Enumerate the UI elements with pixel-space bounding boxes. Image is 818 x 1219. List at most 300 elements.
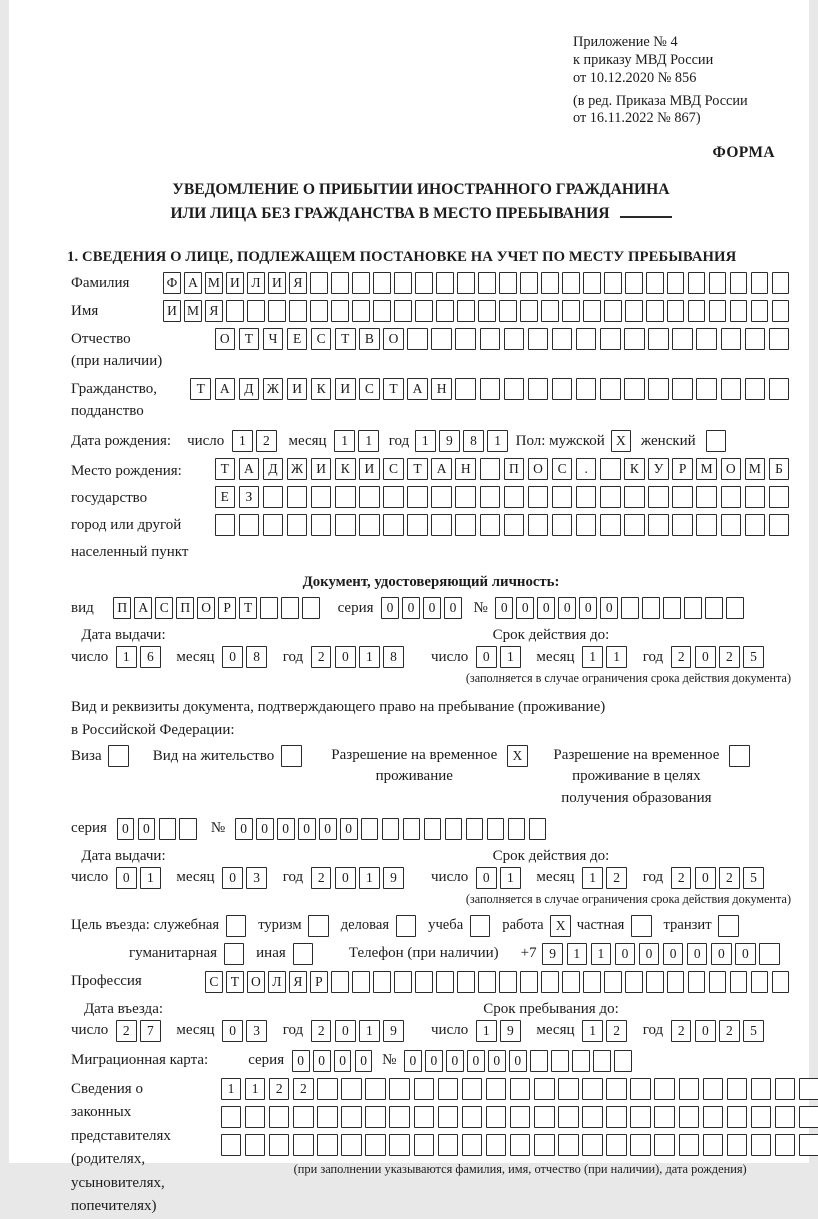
profession-cell[interactable]: Л	[268, 971, 286, 993]
representative-cell[interactable]	[534, 1106, 555, 1128]
doc-series-cell[interactable]: 0	[444, 597, 462, 619]
representative-cell[interactable]: 2	[293, 1078, 314, 1100]
doc-number-cell[interactable]: 0	[495, 597, 513, 619]
firstname-cell[interactable]	[373, 300, 391, 322]
firstname-cell[interactable]	[709, 300, 727, 322]
birth-month-cell[interactable]: 1	[358, 430, 379, 452]
patronymic-cell[interactable]: О	[383, 328, 404, 350]
birthplace-cell[interactable]	[552, 514, 573, 536]
profession-cell[interactable]	[457, 971, 475, 993]
residence-valid-day-cell[interactable]: 1	[500, 867, 521, 889]
residence-series-cell[interactable]: 0	[117, 818, 135, 840]
entry-year-cell[interactable]: 0	[335, 1020, 356, 1042]
birthplace-cell[interactable]	[287, 486, 308, 508]
doc-number-cell[interactable]: 0	[537, 597, 555, 619]
valid-day-cell[interactable]: 0	[476, 646, 497, 668]
birthplace-cell[interactable]	[431, 486, 452, 508]
birth-year-cell[interactable]: 1	[415, 430, 436, 452]
residence-issue-day-cell[interactable]: 1	[140, 867, 161, 889]
residence-series-cell[interactable]	[179, 818, 197, 840]
birth-year-cell[interactable]: 8	[463, 430, 484, 452]
residence-issue-month-cell[interactable]: 3	[246, 867, 267, 889]
profession-cell[interactable]: Р	[310, 971, 328, 993]
birthplace-cell[interactable]	[431, 514, 452, 536]
patronymic-cell[interactable]: Т	[335, 328, 356, 350]
birthplace-cell[interactable]	[648, 514, 669, 536]
citizenship-cell[interactable]	[624, 378, 645, 400]
purpose-transit-cell[interactable]	[718, 915, 739, 937]
birthplace-cell[interactable]	[745, 514, 766, 536]
birth-day-cell[interactable]: 2	[256, 430, 277, 452]
firstname-cell[interactable]	[562, 300, 580, 322]
issue-month-cell[interactable]: 0	[222, 646, 243, 668]
representative-cell[interactable]	[438, 1078, 459, 1100]
representative-cell[interactable]	[462, 1134, 483, 1156]
birthplace-cell[interactable]	[455, 514, 476, 536]
migration-number-cell[interactable]: 0	[467, 1050, 485, 1072]
birthplace-cell[interactable]: Р	[672, 458, 693, 480]
surname-cell[interactable]: И	[226, 272, 244, 294]
sex-female-cell[interactable]	[706, 430, 727, 452]
representative-cell[interactable]	[582, 1106, 603, 1128]
birthplace-cell[interactable]	[311, 514, 332, 536]
patronymic-cell[interactable]	[600, 328, 621, 350]
birthplace-cell[interactable]: И	[311, 458, 332, 480]
surname-cell[interactable]: М	[205, 272, 223, 294]
residence-valid-year-cell[interactable]: 5	[743, 867, 764, 889]
birthplace-cell[interactable]: Т	[407, 458, 428, 480]
representative-cell[interactable]: 1	[221, 1078, 242, 1100]
representative-cell[interactable]	[269, 1134, 290, 1156]
surname-cell[interactable]	[457, 272, 475, 294]
birthplace-cell[interactable]	[721, 514, 742, 536]
representative-cell[interactable]	[751, 1106, 772, 1128]
profession-cell[interactable]	[520, 971, 538, 993]
profession-cell[interactable]	[667, 971, 685, 993]
residence-number-cell[interactable]: 0	[298, 818, 316, 840]
birthplace-cell[interactable]	[359, 486, 380, 508]
representative-cell[interactable]	[510, 1106, 531, 1128]
patronymic-cell[interactable]: Т	[239, 328, 260, 350]
firstname-cell[interactable]	[751, 300, 769, 322]
birthplace-cell[interactable]	[696, 514, 717, 536]
valid-year-cell[interactable]: 5	[743, 646, 764, 668]
phone-cell[interactable]: 0	[687, 943, 708, 965]
profession-cell[interactable]: О	[247, 971, 265, 993]
purpose-tourism-cell[interactable]	[308, 915, 329, 937]
residence-issue-year-cell[interactable]: 2	[311, 867, 332, 889]
firstname-cell[interactable]	[730, 300, 748, 322]
representative-cell[interactable]	[606, 1134, 627, 1156]
representative-cell[interactable]	[630, 1134, 651, 1156]
firstname-cell[interactable]	[310, 300, 328, 322]
firstname-cell[interactable]	[268, 300, 286, 322]
surname-cell[interactable]	[499, 272, 517, 294]
birthplace-cell[interactable]: У	[648, 458, 669, 480]
representative-cell[interactable]	[703, 1106, 724, 1128]
citizenship-cell[interactable]: А	[407, 378, 428, 400]
surname-cell[interactable]	[373, 272, 391, 294]
purpose-humanitarian-cell[interactable]	[224, 943, 245, 965]
migration-number-cell[interactable]	[530, 1050, 548, 1072]
patronymic-cell[interactable]	[696, 328, 717, 350]
residence-issue-day-cell[interactable]: 0	[116, 867, 137, 889]
birthplace-cell[interactable]	[407, 486, 428, 508]
representative-cell[interactable]	[775, 1078, 796, 1100]
surname-cell[interactable]: Ф	[163, 272, 181, 294]
profession-cell[interactable]	[478, 971, 496, 993]
birth-month-cell[interactable]: 1	[334, 430, 355, 452]
firstname-cell[interactable]	[541, 300, 559, 322]
representative-cell[interactable]	[221, 1134, 242, 1156]
representative-cell[interactable]	[438, 1106, 459, 1128]
representative-cell[interactable]	[245, 1106, 266, 1128]
citizenship-cell[interactable]: Т	[383, 378, 404, 400]
citizenship-cell[interactable]	[745, 378, 766, 400]
citizenship-cell[interactable]	[721, 378, 742, 400]
representative-cell[interactable]	[558, 1106, 579, 1128]
birthplace-cell[interactable]	[696, 486, 717, 508]
migration-number-cell[interactable]	[593, 1050, 611, 1072]
migration-series-cell[interactable]: 0	[313, 1050, 331, 1072]
birthplace-cell[interactable]	[311, 486, 332, 508]
representative-cell[interactable]	[630, 1106, 651, 1128]
patronymic-cell[interactable]	[721, 328, 742, 350]
citizenship-cell[interactable]	[455, 378, 476, 400]
issue-year-cell[interactable]: 0	[335, 646, 356, 668]
valid-year-cell[interactable]: 0	[695, 646, 716, 668]
doc-number-cell[interactable]	[642, 597, 660, 619]
residence-valid-year-cell[interactable]: 2	[719, 867, 740, 889]
phone-cell[interactable]: 1	[567, 943, 588, 965]
birthplace-cell[interactable]	[480, 458, 501, 480]
patronymic-cell[interactable]	[480, 328, 501, 350]
representative-cell[interactable]	[654, 1106, 675, 1128]
residence-series-cell[interactable]	[159, 818, 177, 840]
birthplace-cell[interactable]	[600, 514, 621, 536]
firstname-cell[interactable]	[583, 300, 601, 322]
migration-number-cell[interactable]	[551, 1050, 569, 1072]
doc-series-cell[interactable]: 0	[402, 597, 420, 619]
visa-cell[interactable]	[108, 745, 129, 767]
residence-issue-year-cell[interactable]: 9	[383, 867, 404, 889]
purpose-study-cell[interactable]	[470, 915, 491, 937]
residence-issue-month-cell[interactable]: 0	[222, 867, 243, 889]
birthplace-cell[interactable]	[672, 514, 693, 536]
birthplace-cell[interactable]	[239, 514, 260, 536]
patronymic-cell[interactable]	[672, 328, 693, 350]
surname-cell[interactable]: А	[184, 272, 202, 294]
citizenship-cell[interactable]	[696, 378, 717, 400]
birthplace-cell[interactable]	[504, 514, 525, 536]
residence-series-cell[interactable]: 0	[138, 818, 156, 840]
birthplace-cell[interactable]: С	[552, 458, 573, 480]
representative-cell[interactable]	[606, 1106, 627, 1128]
surname-cell[interactable]	[709, 272, 727, 294]
firstname-cell[interactable]	[478, 300, 496, 322]
firstname-cell[interactable]: Я	[205, 300, 223, 322]
migration-number-cell[interactable]: 0	[404, 1050, 422, 1072]
temp-residence-cell[interactable]: X	[507, 745, 528, 767]
citizenship-cell[interactable]: Ж	[263, 378, 284, 400]
stay-day-cell[interactable]: 1	[476, 1020, 497, 1042]
birthplace-cell[interactable]	[335, 486, 356, 508]
birthplace-cell[interactable]	[648, 486, 669, 508]
birthplace-cell[interactable]	[624, 514, 645, 536]
birthplace-cell[interactable]	[528, 486, 549, 508]
profession-cell[interactable]	[625, 971, 643, 993]
purpose-other-cell[interactable]	[293, 943, 314, 965]
representative-cell[interactable]	[486, 1134, 507, 1156]
profession-cell[interactable]	[331, 971, 349, 993]
profession-cell[interactable]	[646, 971, 664, 993]
residence-number-cell[interactable]	[508, 818, 526, 840]
representative-cell[interactable]	[317, 1106, 338, 1128]
valid-year-cell[interactable]: 2	[671, 646, 692, 668]
birthplace-cell[interactable]	[576, 514, 597, 536]
issue-day-cell[interactable]: 1	[116, 646, 137, 668]
representative-cell[interactable]	[389, 1106, 410, 1128]
representative-cell[interactable]	[654, 1078, 675, 1100]
firstname-cell[interactable]: М	[184, 300, 202, 322]
phone-cell[interactable]	[759, 943, 780, 965]
residence-number-cell[interactable]	[361, 818, 379, 840]
surname-cell[interactable]	[688, 272, 706, 294]
firstname-cell[interactable]	[772, 300, 790, 322]
birthplace-cell[interactable]	[455, 486, 476, 508]
residence-permit-cell[interactable]	[281, 745, 302, 767]
patronymic-cell[interactable]: Ч	[263, 328, 284, 350]
patronymic-cell[interactable]	[504, 328, 525, 350]
phone-cell[interactable]: 1	[591, 943, 612, 965]
patronymic-cell[interactable]: С	[311, 328, 332, 350]
doc-kind-cell[interactable]: Р	[218, 597, 236, 619]
firstname-cell[interactable]	[289, 300, 307, 322]
birthplace-cell[interactable]	[672, 486, 693, 508]
surname-cell[interactable]	[583, 272, 601, 294]
valid-day-cell[interactable]: 1	[500, 646, 521, 668]
stay-month-cell[interactable]: 1	[582, 1020, 603, 1042]
profession-cell[interactable]	[436, 971, 454, 993]
birthplace-cell[interactable]	[480, 514, 501, 536]
citizenship-cell[interactable]: И	[335, 378, 356, 400]
representative-cell[interactable]	[341, 1106, 362, 1128]
birthplace-cell[interactable]: П	[504, 458, 525, 480]
citizenship-cell[interactable]: С	[359, 378, 380, 400]
birthplace-cell[interactable]: С	[383, 458, 404, 480]
citizenship-cell[interactable]	[648, 378, 669, 400]
residence-number-cell[interactable]: 0	[319, 818, 337, 840]
profession-cell[interactable]: Я	[289, 971, 307, 993]
entry-month-cell[interactable]: 3	[246, 1020, 267, 1042]
patronymic-cell[interactable]	[624, 328, 645, 350]
profession-cell[interactable]	[499, 971, 517, 993]
representative-cell[interactable]	[341, 1134, 362, 1156]
representative-cell[interactable]	[799, 1106, 818, 1128]
profession-cell[interactable]	[394, 971, 412, 993]
doc-number-cell[interactable]	[705, 597, 723, 619]
residence-issue-year-cell[interactable]: 0	[335, 867, 356, 889]
firstname-cell[interactable]	[520, 300, 538, 322]
representative-cell[interactable]	[414, 1134, 435, 1156]
representative-cell[interactable]	[510, 1134, 531, 1156]
doc-number-cell[interactable]: 0	[558, 597, 576, 619]
citizenship-cell[interactable]: Д	[239, 378, 260, 400]
doc-number-cell[interactable]	[726, 597, 744, 619]
birthplace-cell[interactable]	[335, 514, 356, 536]
patronymic-cell[interactable]	[648, 328, 669, 350]
birthplace-cell[interactable]	[359, 514, 380, 536]
citizenship-cell[interactable]	[600, 378, 621, 400]
patronymic-cell[interactable]	[576, 328, 597, 350]
representative-cell[interactable]	[462, 1106, 483, 1128]
phone-cell[interactable]: 0	[663, 943, 684, 965]
residence-number-cell[interactable]: 0	[277, 818, 295, 840]
representative-cell[interactable]	[414, 1106, 435, 1128]
birthplace-cell[interactable]: Т	[215, 458, 236, 480]
entry-day-cell[interactable]: 2	[116, 1020, 137, 1042]
patronymic-cell[interactable]: Е	[287, 328, 308, 350]
representative-cell[interactable]	[654, 1134, 675, 1156]
doc-kind-cell[interactable]: П	[176, 597, 194, 619]
birthplace-cell[interactable]: М	[696, 458, 717, 480]
issue-year-cell[interactable]: 2	[311, 646, 332, 668]
firstname-cell[interactable]	[394, 300, 412, 322]
firstname-cell[interactable]	[352, 300, 370, 322]
profession-cell[interactable]	[604, 971, 622, 993]
phone-cell[interactable]: 0	[735, 943, 756, 965]
profession-cell[interactable]	[772, 971, 790, 993]
surname-cell[interactable]	[436, 272, 454, 294]
doc-number-cell[interactable]	[621, 597, 639, 619]
birthplace-cell[interactable]: Ж	[287, 458, 308, 480]
doc-series-cell[interactable]: 0	[381, 597, 399, 619]
birthplace-cell[interactable]	[263, 514, 284, 536]
representative-cell[interactable]	[727, 1106, 748, 1128]
entry-day-cell[interactable]: 7	[140, 1020, 161, 1042]
surname-cell[interactable]	[625, 272, 643, 294]
residence-number-cell[interactable]: 0	[340, 818, 358, 840]
residence-number-cell[interactable]: 0	[256, 818, 274, 840]
profession-cell[interactable]	[373, 971, 391, 993]
birthplace-cell[interactable]: Д	[263, 458, 284, 480]
profession-cell[interactable]	[730, 971, 748, 993]
birthplace-cell[interactable]	[407, 514, 428, 536]
surname-cell[interactable]	[667, 272, 685, 294]
representative-cell[interactable]	[558, 1134, 579, 1156]
valid-month-cell[interactable]: 1	[606, 646, 627, 668]
surname-cell[interactable]	[751, 272, 769, 294]
representative-cell[interactable]	[582, 1134, 603, 1156]
doc-number-cell[interactable]: 0	[579, 597, 597, 619]
migration-series-cell[interactable]: 0	[334, 1050, 352, 1072]
doc-number-cell[interactable]: 0	[600, 597, 618, 619]
firstname-cell[interactable]	[604, 300, 622, 322]
phone-cell[interactable]: 9	[542, 943, 563, 965]
firstname-cell[interactable]	[499, 300, 517, 322]
firstname-cell[interactable]	[331, 300, 349, 322]
residence-valid-year-cell[interactable]: 2	[671, 867, 692, 889]
birthplace-cell[interactable]	[721, 486, 742, 508]
issue-day-cell[interactable]: 6	[140, 646, 161, 668]
birthplace-cell[interactable]	[287, 514, 308, 536]
phone-cell[interactable]: 0	[615, 943, 636, 965]
profession-cell[interactable]	[415, 971, 433, 993]
citizenship-cell[interactable]: А	[215, 378, 236, 400]
patronymic-cell[interactable]: В	[359, 328, 380, 350]
citizenship-cell[interactable]	[576, 378, 597, 400]
firstname-cell[interactable]	[436, 300, 454, 322]
residence-number-cell[interactable]	[466, 818, 484, 840]
firstname-cell[interactable]	[625, 300, 643, 322]
representative-cell[interactable]	[558, 1078, 579, 1100]
doc-kind-cell[interactable]	[281, 597, 299, 619]
phone-cell[interactable]: 0	[639, 943, 660, 965]
representative-cell[interactable]	[679, 1134, 700, 1156]
representative-cell[interactable]	[486, 1106, 507, 1128]
purpose-work-cell[interactable]: X	[550, 915, 571, 937]
surname-cell[interactable]	[520, 272, 538, 294]
representative-cell[interactable]	[703, 1134, 724, 1156]
patronymic-cell[interactable]	[528, 328, 549, 350]
migration-number-cell[interactable]	[614, 1050, 632, 1072]
surname-cell[interactable]	[352, 272, 370, 294]
stay-month-cell[interactable]: 2	[606, 1020, 627, 1042]
doc-kind-cell[interactable]	[302, 597, 320, 619]
representative-cell[interactable]	[606, 1078, 627, 1100]
citizenship-cell[interactable]: И	[287, 378, 308, 400]
doc-kind-cell[interactable]: П	[113, 597, 131, 619]
birthplace-cell[interactable]: Е	[215, 486, 236, 508]
purpose-private-cell[interactable]	[631, 915, 652, 937]
residence-valid-month-cell[interactable]: 2	[606, 867, 627, 889]
surname-cell[interactable]	[331, 272, 349, 294]
representative-cell[interactable]	[462, 1078, 483, 1100]
residence-number-cell[interactable]	[529, 818, 547, 840]
profession-cell[interactable]: Т	[226, 971, 244, 993]
profession-cell[interactable]	[541, 971, 559, 993]
representative-cell[interactable]	[775, 1106, 796, 1128]
residence-number-cell[interactable]	[445, 818, 463, 840]
doc-kind-cell[interactable]: С	[155, 597, 173, 619]
migration-series-cell[interactable]: 0	[355, 1050, 373, 1072]
representative-cell[interactable]	[245, 1134, 266, 1156]
surname-cell[interactable]: Л	[247, 272, 265, 294]
birthplace-cell[interactable]: А	[239, 458, 260, 480]
representative-cell[interactable]	[269, 1106, 290, 1128]
representative-cell[interactable]	[293, 1106, 314, 1128]
birthplace-cell[interactable]: К	[335, 458, 356, 480]
representative-cell[interactable]	[751, 1134, 772, 1156]
migration-number-cell[interactable]: 0	[425, 1050, 443, 1072]
firstname-cell[interactable]	[457, 300, 475, 322]
citizenship-cell[interactable]	[769, 378, 790, 400]
residence-number-cell[interactable]	[487, 818, 505, 840]
valid-month-cell[interactable]: 1	[582, 646, 603, 668]
representative-cell[interactable]	[293, 1134, 314, 1156]
migration-number-cell[interactable]: 0	[446, 1050, 464, 1072]
entry-year-cell[interactable]: 2	[311, 1020, 332, 1042]
patronymic-cell[interactable]	[745, 328, 766, 350]
birthplace-cell[interactable]: Б	[769, 458, 790, 480]
profession-cell[interactable]	[583, 971, 601, 993]
patronymic-cell[interactable]	[431, 328, 452, 350]
birthplace-cell[interactable]: О	[721, 458, 742, 480]
birthplace-cell[interactable]	[383, 514, 404, 536]
birthplace-cell[interactable]	[600, 486, 621, 508]
citizenship-cell[interactable]	[504, 378, 525, 400]
doc-kind-cell[interactable]: Т	[239, 597, 257, 619]
